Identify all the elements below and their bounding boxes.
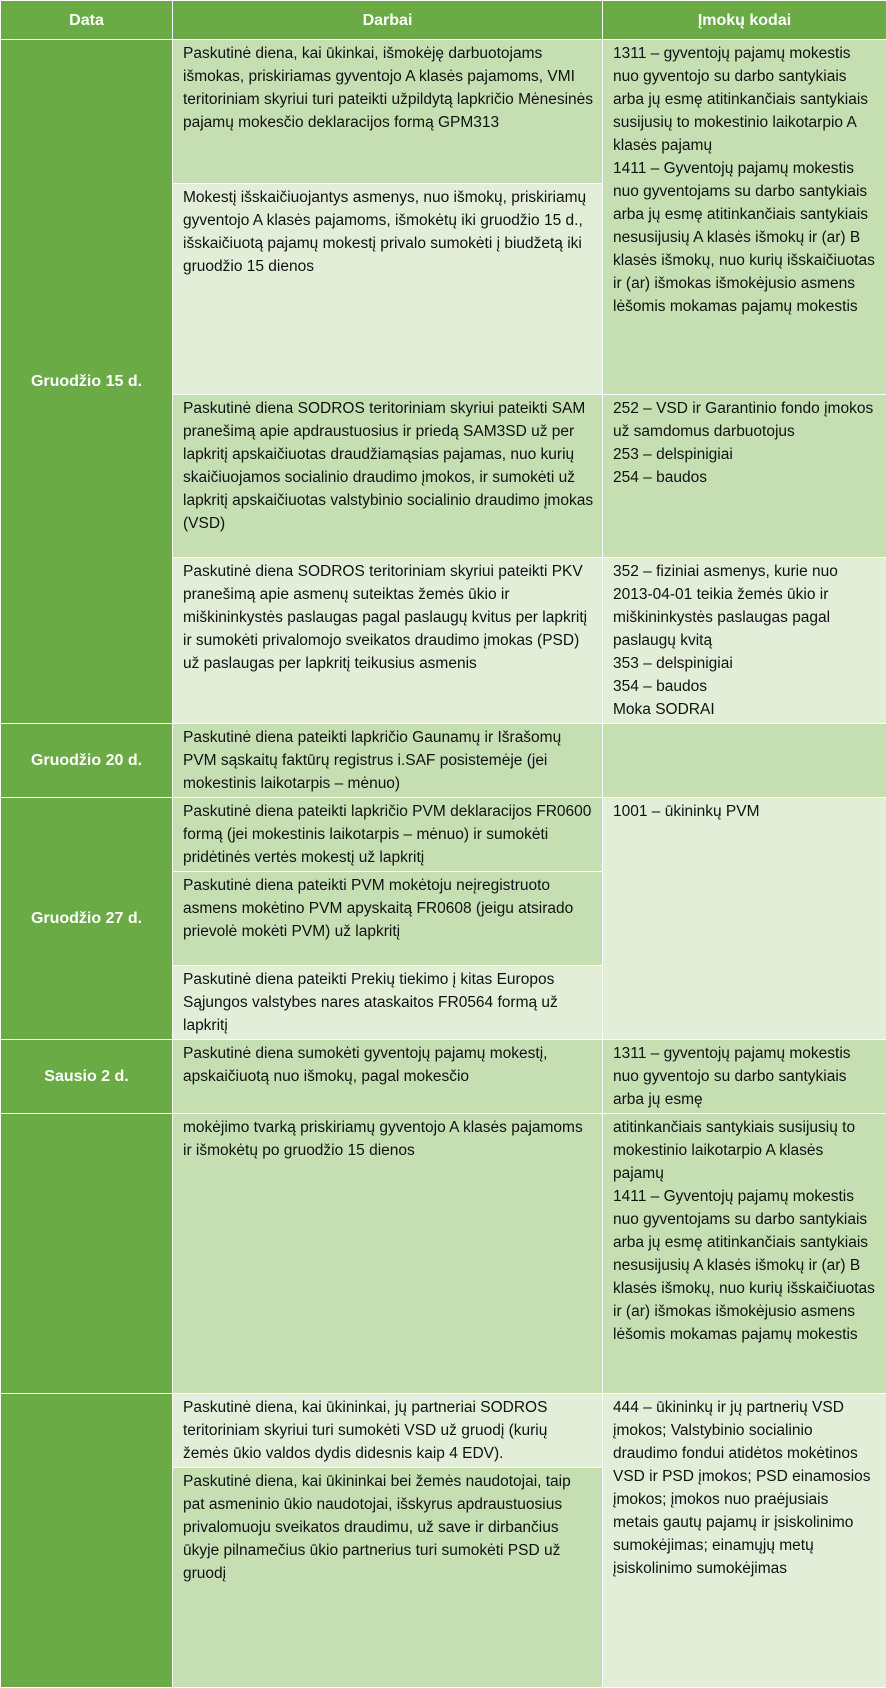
code-cell: atitinkančiais santykiais susijusių to mokestinio laikotarpio A klasės pajamų 1411 – Gyventojų pajamų mokestis nuo gyventojams su darbo santykiais arba jų esmę atitinkančiais santykiais nesusijusių A klasės išmokų ir (ar) B klasės išmokų, nuo kurių išskaičiuotas ir (ar) išmokas išmokėjusio asmens lėšomis mokamas pajamų mokestis <box>603 1114 886 1394</box>
code-cell: 352 – fiziniai asmenys, kurie nuo 2013-04-01 teikia žemės ūkio ir miškininkystės paslaugas pagal paslaugų kvitą 353 – delspinigiai 354 – baudos Moka SODRAI <box>603 558 886 724</box>
header-date: Data <box>1 1 173 40</box>
header-works: Darbai <box>173 1 603 40</box>
date-cell: Sausio 2 d. <box>1 1040 173 1114</box>
code-cell: 1311 – gyventojų pajamų mokestis nuo gyventojo su darbo santykiais arba jų esmę <box>603 1040 886 1114</box>
table-row <box>1 40 886 184</box>
date-cell-empty <box>1 1114 173 1394</box>
work-cell: Paskutinė diena SODROS teritoriniam skyriui pateikti PKV pranešimą apie asmenų suteiktas žemės ūkio ir miškininkystės paslaugas pagal paslaugų kvitus per lapkritį ir sumokėti privalomojo sveikatos draudimo įmokas (PSD) už paslaugas per lapkritį teikusius asmenis <box>173 558 603 724</box>
table-header-row <box>1 1 886 40</box>
table-row <box>1 724 886 798</box>
date-cell-empty <box>1 1394 173 1688</box>
code-cell: 1001 – ūkininkų PVM <box>603 798 886 1040</box>
work-cell: Paskutinė diena SODROS teritoriniam skyriui pateikti SAM pranešimą apie apdraustuosius ir priedą SAM3SD už per lapkritį apskaičiuotas draudžiamąsias pajamas, nuo kurių skaičiuojamos socialinio draudimo įmokos, ir sumokėti už lapkritį apskaičiuotas valstybinio socialinio draudimo įmokas (VSD) <box>173 395 603 558</box>
work-cell: mokėjimo tvarką priskiriamų gyventojo A klasės pajamoms ir išmokėtų po gruodžio 15 dienos <box>173 1114 603 1394</box>
code-cell <box>603 724 886 798</box>
date-cell: Gruodžio 27 d. <box>1 798 173 1040</box>
header-codes: Įmokų kodai <box>603 1 886 40</box>
work-cell: Paskutinė diena pateikti PVM mokėtoju neįregistruoto asmens mokėtino PVM apyskaitą FR0608 (jeigu atsirado prievolė mokėti PVM) už lapkritį <box>173 872 603 966</box>
work-cell: Mokestį išskaičiuojantys asmenys, nuo išmokų, priskiriamų gyventojo A klasės pajamoms, išmokėtų iki gruodžio 15 d., išskaičiuotą pajamų mokestį privalo sumokėti į biudžetą iki gruodžio 15 dienos <box>173 184 603 395</box>
date-cell: Gruodžio 15 d. <box>1 40 173 724</box>
code-cell: 252 – VSD ir Garantinio fondo įmokos už samdomus darbuotojus 253 – delspinigiai 254 – baudos <box>603 395 886 558</box>
date-cell: Gruodžio 20 d. <box>1 724 173 798</box>
table-row <box>1 798 886 872</box>
work-cell: Paskutinė diena pateikti lapkričio Gaunamų ir Išrašomų PVM sąskaitų faktūrų registrus i.SAF posistemėje (jei mokestinis laikotarpis – mėnuo) <box>173 724 603 798</box>
code-cell: 1311 – gyventojų pajamų mokestis nuo gyventojo su darbo santykiais arba jų esmę atitinkančiais santykiais susijusių to mokestinio laikotarpio A klasės pajamų 1411 – Gyventojų pajamų mokestis nuo gyventojams su darbo santykiais arba jų esmę atitinkančiais santykiais nesusijusių A klasės išmokų ir (ar) B klasės išmokų, nuo kurių išskaičiuotas ir (ar) išmokas išmokėjusio asmens lėšomis mokamas pajamų mokestis <box>603 40 886 395</box>
work-cell: Paskutinė diena, kai ūkininkai bei žemės naudotojai, taip pat asmeninio ūkio naudotojai, išskyrus apdraustuosius privalomuoju sveikatos draudimu, už save ir dirbančius ūkyje pilnamečius ūkio partnerius turi sumokėti PSD už gruodį <box>173 1468 603 1688</box>
table-row <box>1 1040 886 1114</box>
work-cell: Paskutinė diena pateikti lapkričio PVM deklaracijos FR0600 formą (jei mokestinis laikotarpis – mėnuo) ir sumokėti pridėtinės vertės mokestį už lapkritį <box>173 798 603 872</box>
work-cell: Paskutinė diena, kai ūkinkai, išmokėję darbuotojams išmokas, priskiriamas gyventojo A klasės pajamoms, VMI teritoriniam skyriui turi pateikti užpildytą lapkričio Mėnesinės pajamų mokesčio deklaracijos formą GPM313 <box>173 40 603 184</box>
work-cell: Paskutinė diena, kai ūkininkai, jų partneriai SODROS teritoriniam skyriui turi sumokėti VSD už gruodį (kurių žemės ūkio valdos dydis didesnis kaip 4 EDV). <box>173 1394 603 1468</box>
work-cell: Paskutinė diena sumokėti gyventojų pajamų mokestį, apskaičiuotą nuo išmokų, pagal mokesčio <box>173 1040 603 1114</box>
table-row <box>1 1114 886 1394</box>
work-cell: Paskutinė diena pateikti Prekių tiekimo į kitas Europos Sąjungos valstybes nares ataskaitos FR0564 formą už lapkritį <box>173 966 603 1040</box>
code-cell: 444 – ūkininkų ir jų partnerių VSD įmokos; Valstybinio socialinio draudimo fondui atidėtos mokėtinos VSD ir PSD įmokos; PSD einamosios įmokos; įmokos nuo praėjusiais metais gautų pajamų ir įsiskolinimo sumokėjimas; einamųjų metų įsiskolinimo sumokėjimas <box>603 1394 886 1688</box>
table-row <box>1 1394 886 1468</box>
